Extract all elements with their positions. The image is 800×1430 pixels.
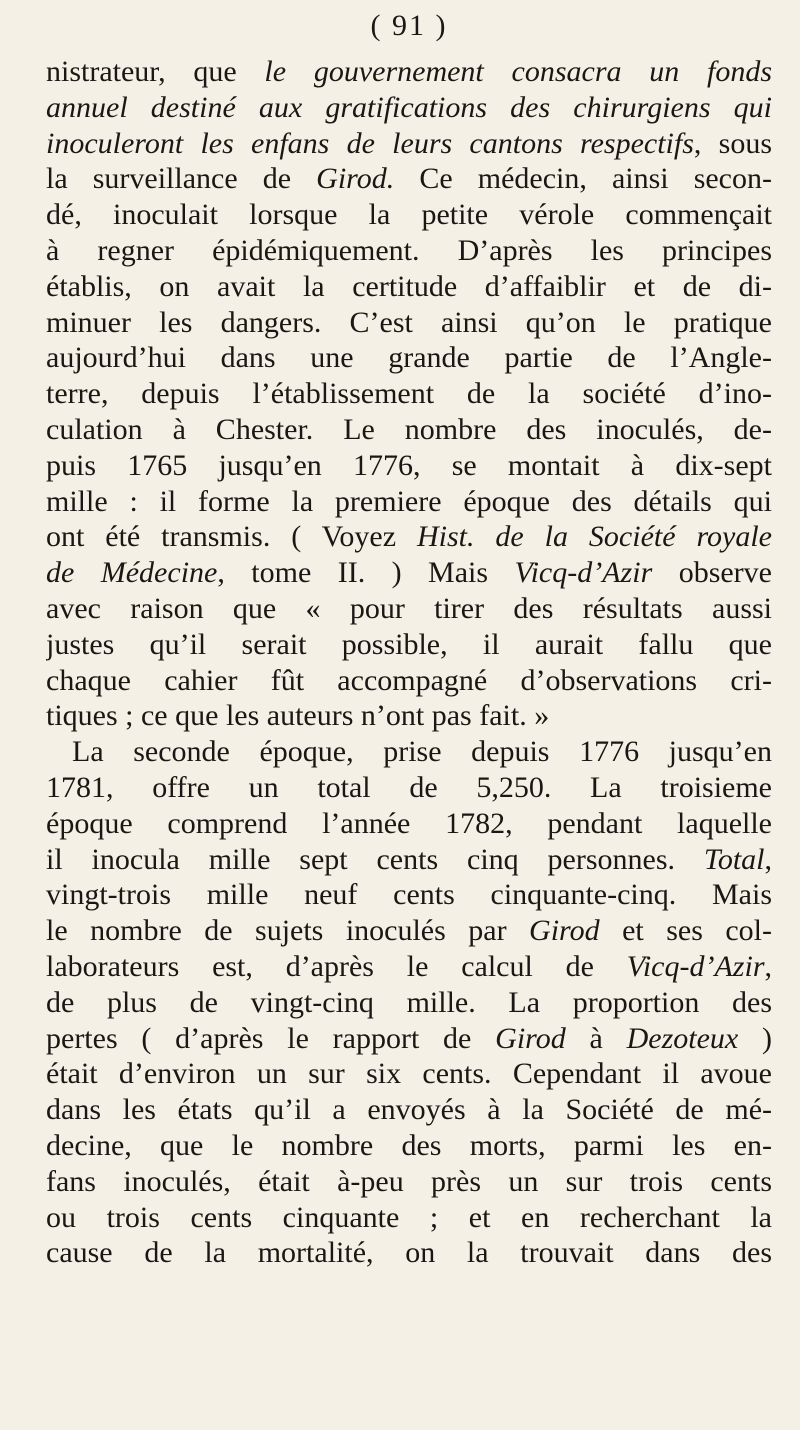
text-line [46,985,772,1021]
text-span: il inocula mille sept cents cinq personnes. [46,842,704,876]
text-line [46,842,772,878]
text-span: aujourd’hui dans une grande partie de l’Angle- [46,341,772,375]
text-span: , [764,842,772,876]
italic-text: Girod [529,914,600,948]
text-line [46,484,772,520]
text-span: nistrateur, que [46,55,265,88]
text-line [46,913,772,949]
text-span: chaque cahier fût accompagné d’observations cri- [46,663,772,697]
text-line [46,90,772,126]
text-span: le nombre de sujets inoculés par [46,914,530,948]
text-span: à [565,1021,627,1055]
text-span: 1781, offre un total de 5,250. La troisieme [46,770,772,804]
text-span: , sous [693,126,772,160]
text-line [46,591,772,627]
text-span: puis 1765 jusqu’en 1776, se montait à dix-sept [46,448,772,482]
text-span: ou trois cents cinquante ; et en recherchant la [46,1200,772,1234]
text-line [46,305,772,341]
text-line [46,1164,772,1200]
text-span: cause de la mortalité, on la trouvait dans des [46,1236,772,1270]
text-span: dé, inoculait lorsque la petite vérole commençait [46,198,772,232]
text-line [46,1128,772,1164]
text-span: à regner épidémiquement. D’après les principes [46,233,772,267]
text-span: culation à Chester. Le nombre des inoculés, de- [46,412,772,446]
text-span: ont été transmis. ( Voyez [46,520,417,554]
text-line [46,1235,772,1271]
text-span: fans inoculés, était à-peu près un sur trois cents [46,1164,772,1198]
text-line [46,627,772,663]
text-span: ) [738,1021,772,1055]
text-line [46,340,772,376]
text-span: vingt-trois mille neuf cents cinquante-cinq. Mais [46,878,772,912]
text-line [46,1021,772,1057]
italic-text: le gouvernement consacra un fonds [264,55,772,88]
text-line [46,877,772,913]
body-text [46,54,772,1271]
text-line [46,161,772,197]
text-line [46,1092,772,1128]
text-line [46,448,772,484]
text-line [46,233,772,269]
text-span: decine, que le nombre des morts, parmi les en- [46,1128,772,1162]
text-span: établis, on avait la certitude d’affaiblir et de di- [46,269,772,303]
text-span: , [764,949,772,983]
text-line [46,54,772,90]
text-line [46,519,772,555]
text-line [46,949,772,985]
text-line [46,269,772,305]
text-line [46,663,772,699]
text-line [46,412,772,448]
text-line [46,698,772,734]
page-number: ( 91 ) [370,9,448,42]
text-span: mille : il forme la premiere époque des détails qui [46,484,772,518]
text-line [46,197,772,233]
italic-text: Vicq-d’Azir [514,556,653,590]
text-span: La seconde époque, prise depuis 1776 jusqu’en [72,735,772,769]
text-line [46,376,772,412]
italic-text: Dezoteux [626,1021,739,1055]
text-span: de plus de vingt-cinq mille. La proportion des [46,985,772,1019]
text-span: justes qu’il serait possible, il aurait fallu que [46,627,772,661]
text-line [46,1056,772,1092]
text-span: laborateurs est, d’après le calcul de [46,949,627,983]
text-span: et ses col- [599,914,772,948]
italic-text: inoculeront les enfans de leurs cantons respectifs [46,126,694,160]
text-span: observe [652,556,772,590]
text-span: la surveillance de [46,162,317,196]
text-span: terre, depuis l’établissement de la société d’ino- [46,377,772,411]
text-line [46,770,772,806]
text-span: avec raison que « pour tirer des résultats aussi [46,591,772,625]
text-line [46,734,772,770]
text-span: dans les états qu’il a envoyés à la Société de mé- [46,1093,772,1127]
italic-text: Vicq-d’Azir [626,949,765,983]
italic-text: Girod [495,1021,566,1055]
text-span: minuer les dangers. C’est ainsi qu’on le pratique [46,305,772,339]
text-line [46,126,772,162]
text-span: , tome II. ) Mais [217,556,515,590]
text-line [46,1200,772,1236]
italic-text: Girod. [316,162,395,196]
italic-text: Total [703,842,765,876]
text-span: tiques ; ce que les auteurs n’ont pas fait. » [46,699,550,733]
text-span: époque comprend l’année 1782, pendant laquelle [46,806,772,840]
text-line [46,555,772,591]
text-span: pertes ( d’après le rapport de [46,1021,496,1055]
text-line [46,806,772,842]
text-span: Ce médecin, ainsi secon- [394,162,772,196]
italic-text: annuel destiné aux gratifications des chirurgiens qui [46,90,772,124]
italic-text: Hist. de la Société royale [416,520,772,554]
italic-text: de Médecine [46,556,218,590]
text-span: était d’environ un sur six cents. Cependant il avoue [46,1057,772,1091]
